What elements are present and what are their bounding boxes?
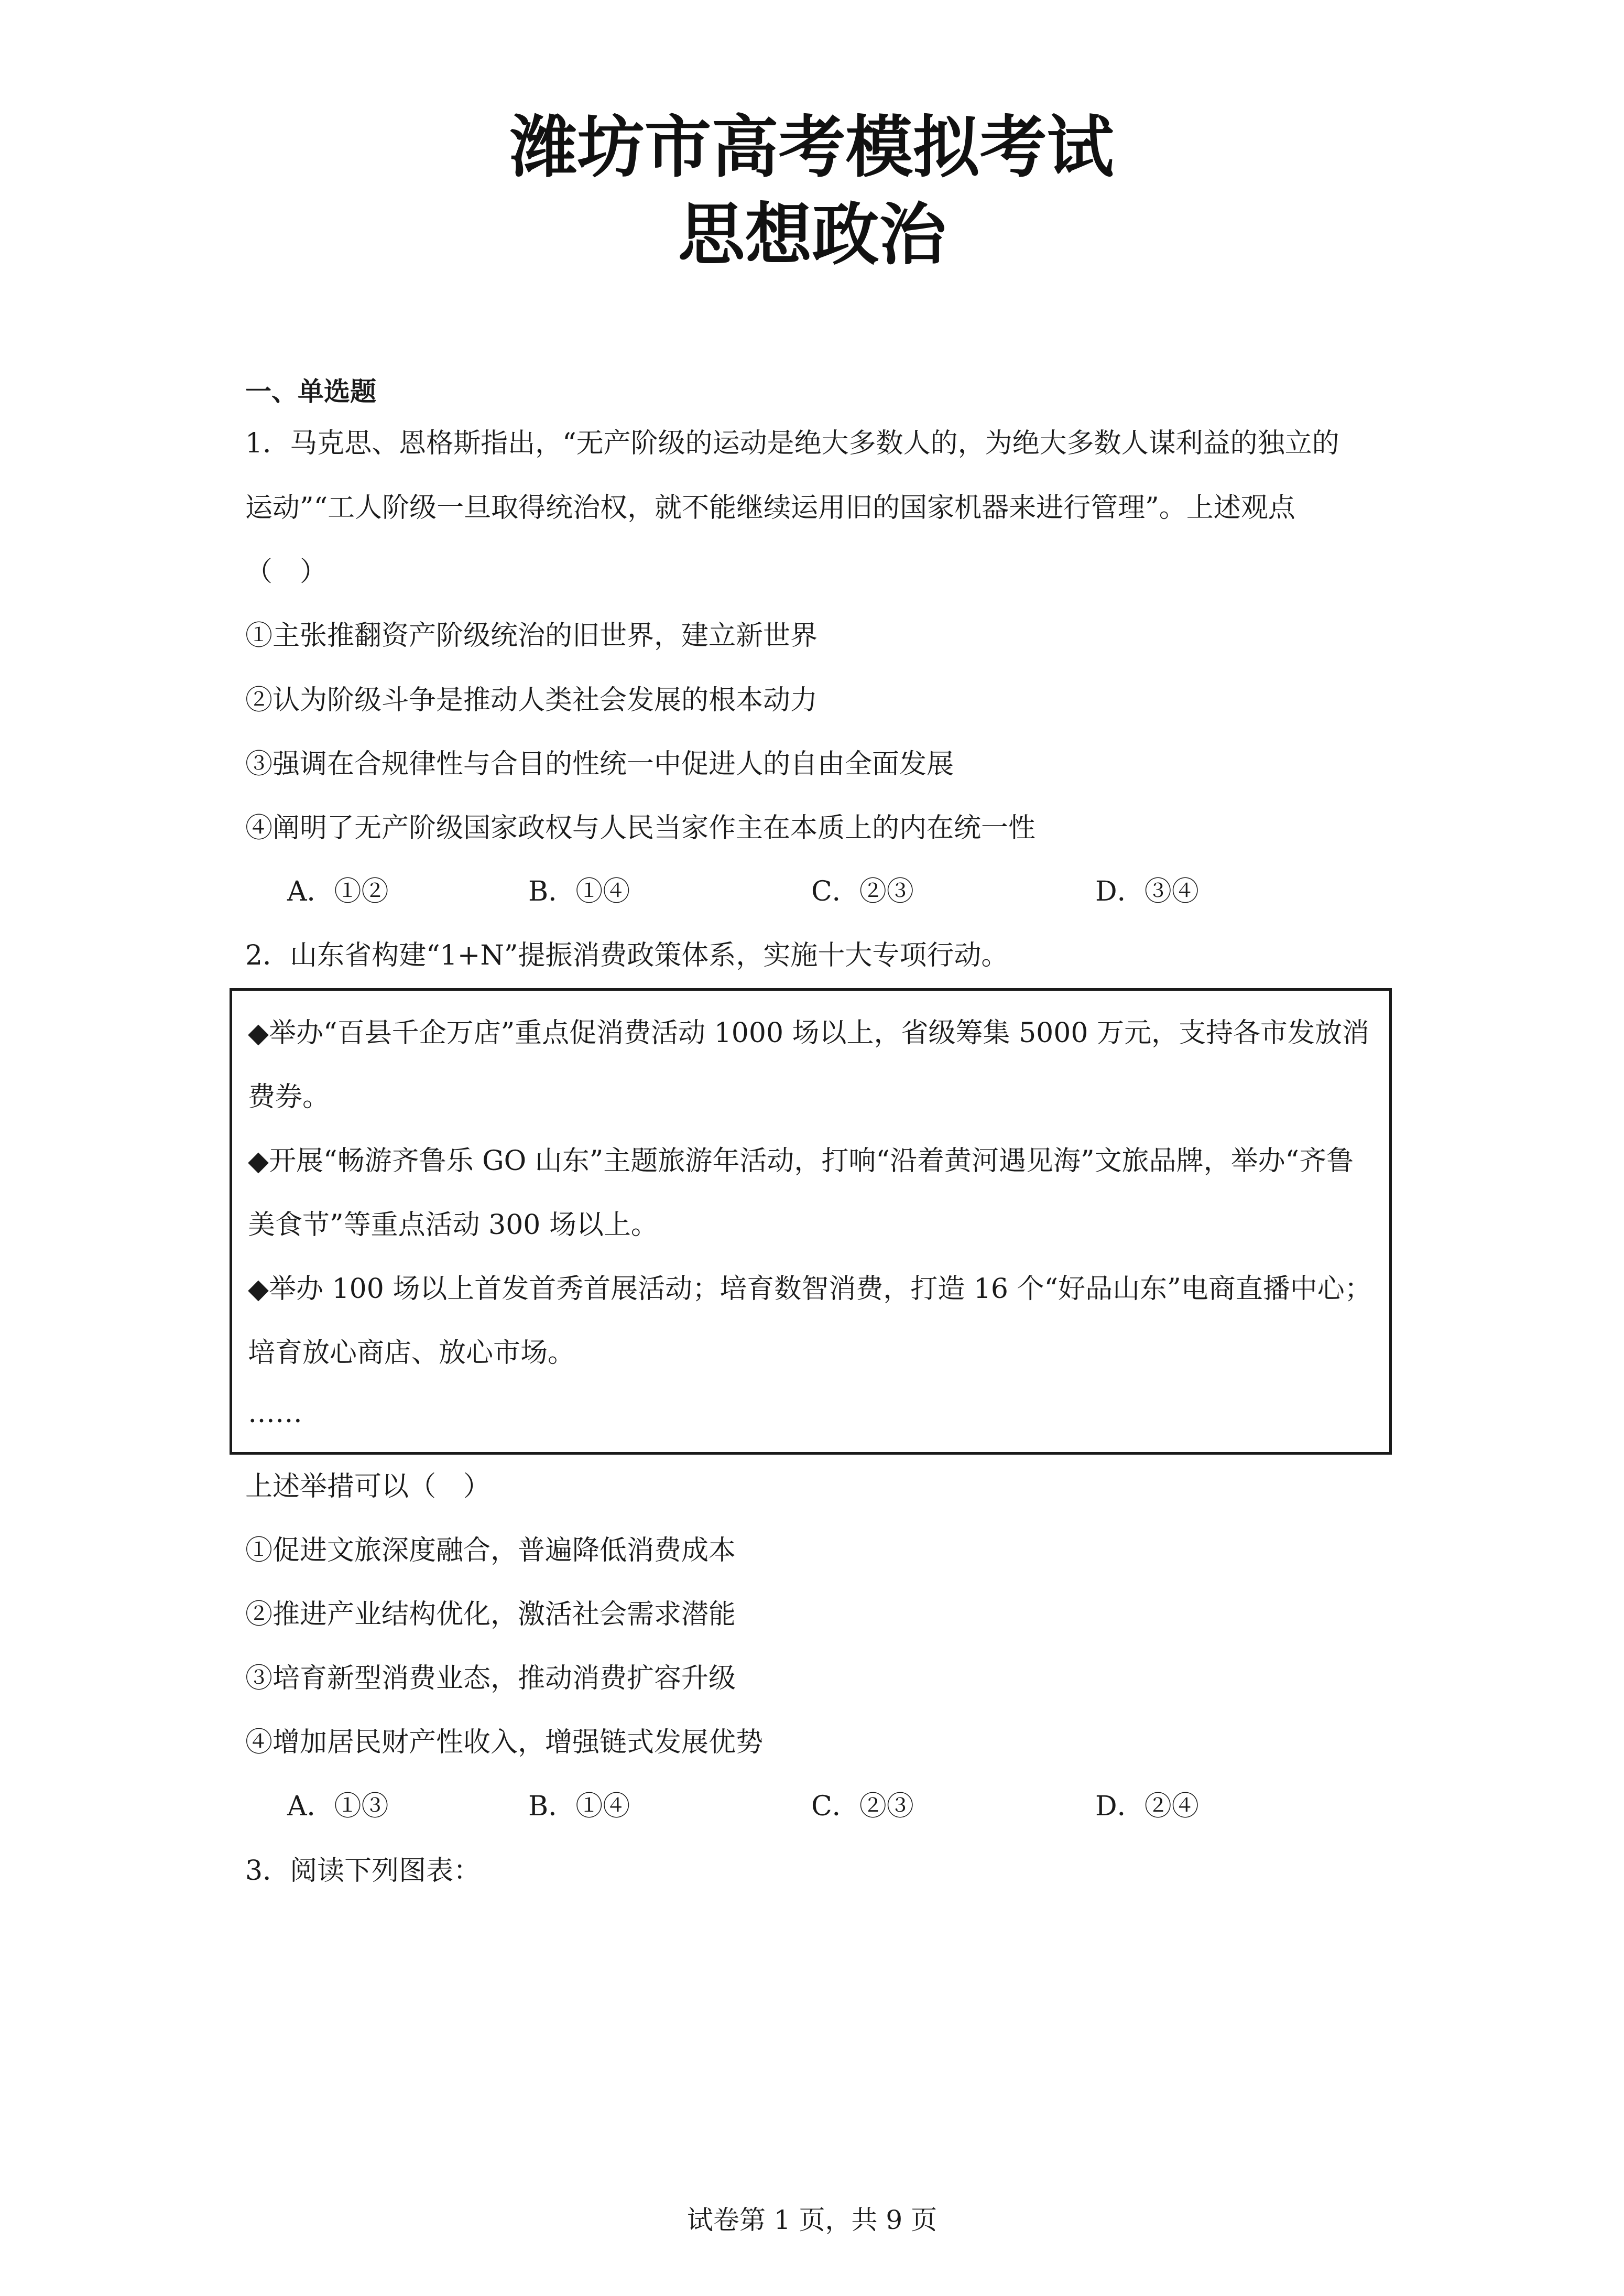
q1-item-3: ③强调在合规律性与合目的性统一中促进人的自由全面发展 <box>245 749 954 780</box>
q2-item-4: ④增加居民财产性收入，增强链式发展优势 <box>245 1727 764 1758</box>
q2-question: 上述举措可以（ ） <box>245 1471 491 1502</box>
q2-item-3: ③培育新型消费业态，推动消费扩容升级 <box>245 1663 736 1694</box>
q1-option-d[interactable]: D．③④ <box>1095 876 1199 907</box>
document-subtitle: 思想政治 <box>678 196 946 274</box>
q1-stem-line1: 1．马克思、恩格斯指出，“无产阶级的运动是绝大多数人的，为绝大多数人谋利益的独立的 <box>245 428 1339 459</box>
q1-item-4: ④阐明了无产阶级国家政权与人民当家作主在本质上的内在统一性 <box>245 813 1036 844</box>
q2-option-d[interactable]: D．②④ <box>1095 1791 1199 1822</box>
q1-blank: （ ） <box>245 556 328 588</box>
q2-material-box <box>230 988 1392 1455</box>
q2-option-a[interactable]: A．①③ <box>287 1791 389 1822</box>
q2-material-line: 培育放心商店、放心市场。 <box>248 1337 575 1369</box>
q2-item-2: ②推进产业结构优化，激活社会需求潜能 <box>245 1599 736 1630</box>
q2-option-c[interactable]: C．②③ <box>811 1791 914 1822</box>
q1-option-c[interactable]: C．②③ <box>811 876 914 907</box>
page-footer: 试卷第 1 页，共 9 页 <box>686 2205 938 2235</box>
q2-material-line: ◆举办“百县千企万店”重点促消费活动 1000 场以上，省级筹集 5000 万元，支持各市发放消 <box>248 1017 1369 1049</box>
q1-stem-line2: 运动”“工人阶级一旦取得统治权，就不能继续运用旧的国家机器来进行管理”。上述观点 <box>245 492 1295 524</box>
document-title: 潍坊市高考模拟考试 <box>510 109 1114 187</box>
section-heading: 一、单选题 <box>245 376 376 407</box>
q1-option-a[interactable]: A．①② <box>287 876 389 907</box>
q2-material-line: ◆举办 100 场以上首发首秀首展活动；培育数智消费，打造 16 个“好品山东”电商直播中心； <box>248 1273 1372 1305</box>
q2-material-ellipsis: …… <box>248 1398 302 1429</box>
q2-material-line: 美食节”等重点活动 300 场以上。 <box>248 1209 658 1241</box>
q2-material-line: 费券。 <box>248 1081 330 1113</box>
q2-option-b[interactable]: B．①④ <box>528 1791 630 1822</box>
q2-item-1: ①促进文旅深度融合，普遍降低消费成本 <box>245 1535 736 1566</box>
q1-option-b[interactable]: B．①④ <box>528 876 630 907</box>
q2-stem: 2．山东省构建“1+N”提振消费政策体系，实施十大专项行动。 <box>245 940 1009 971</box>
q2-material-line: ◆开展“畅游齐鲁乐 GO 山东”主题旅游年活动，打响“沿着黄河遇见海”文旅品牌，举办“齐鲁 <box>248 1145 1354 1177</box>
q3-stem: 3．阅读下列图表： <box>245 1855 481 1887</box>
q1-item-2: ②认为阶级斗争是推动人类社会发展的根本动力 <box>245 685 818 716</box>
q1-item-1: ①主张推翻资产阶级统治的旧世界，建立新世界 <box>245 620 818 652</box>
